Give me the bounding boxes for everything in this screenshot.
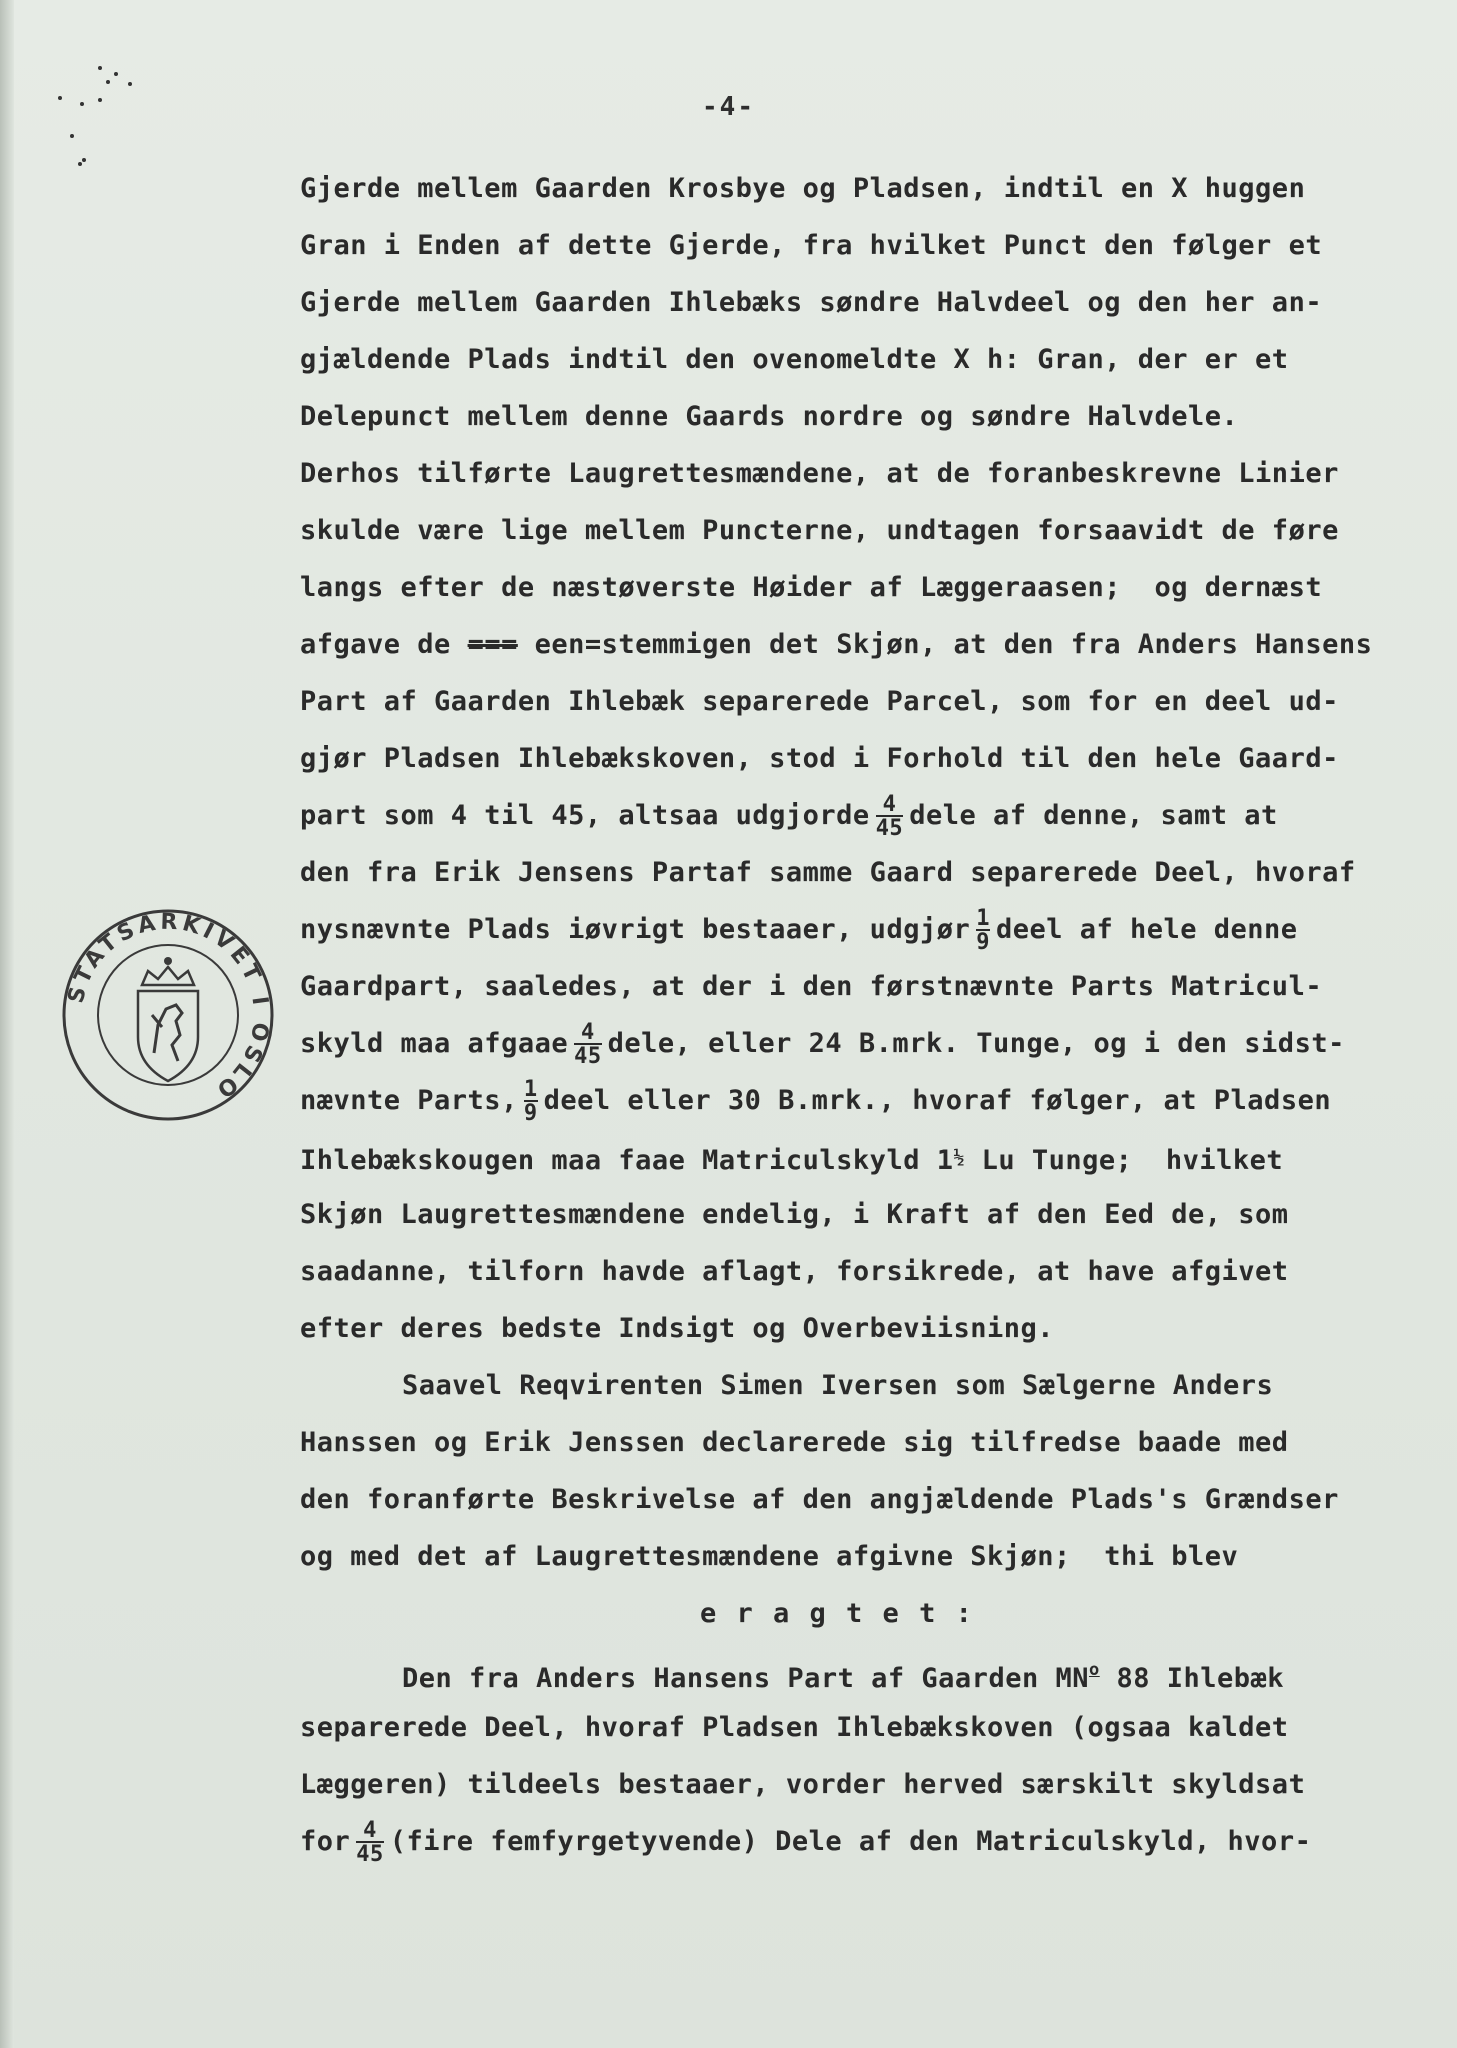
text-line: [300, 616, 1420, 673]
half-fraction: ½: [953, 1147, 965, 1168]
text-line: Hanssen og Erik Jenssen declarerede sig tilfredse baade med: [300, 1427, 1289, 1458]
fraction-denominator: 45: [574, 1043, 602, 1069]
section-heading: e r a g t e t :: [700, 1598, 974, 1629]
text-line: separerede Deel, hvoraf Pladsen Ihlebækskoven (ogsaa kaldet: [300, 1712, 1289, 1743]
fraction-4-45: [574, 1019, 602, 1069]
text-line: Delepunct mellem denne Gaards nordre og søndre Halvdele.: [300, 401, 1239, 432]
struck-text: ===: [467, 629, 518, 660]
coat-of-arms-icon: [138, 957, 198, 1081]
text-line: [300, 1642, 1420, 1699]
text-line: Skjøn Laugrettesmændene endelig, i Kraft af den Eed de, som: [300, 1199, 1289, 1230]
text-line: gjør Pladsen Ihlebækskoven, stod i Forhold til den hele Gaard-: [300, 743, 1339, 774]
text-segment: dele af denne, samt at: [909, 800, 1278, 831]
archive-stamp: [58, 905, 278, 1125]
text-segment: afgave de: [300, 629, 468, 660]
fraction-numerator: 4: [882, 791, 897, 817]
fraction-4-45: [356, 1817, 384, 1867]
stamp-text: STATSARKIVET I OSLO: [63, 909, 274, 1105]
text-line: [300, 1129, 1420, 1186]
text-segment: Lu Tunge; hvilket: [964, 1145, 1284, 1176]
fraction-1-9: [976, 905, 990, 955]
text-line: saadanne, tilforn havde aflagt, forsikrede, at have afgivet: [300, 1256, 1289, 1287]
text-line: Gran i Enden af dette Gjerde, fra hvilket Punct den følger et: [300, 230, 1323, 261]
text-segment: Ihlebækskougen maa faae Matriculskyld 1: [300, 1145, 954, 1176]
text-line: Gjerde mellem Gaarden Krosbye og Pladsen, indtil en X huggen: [300, 173, 1306, 204]
text-segment: dele, eller 24 B.mrk. Tunge, og i den sidst-: [607, 1028, 1345, 1059]
fraction-numerator: 4: [580, 1019, 595, 1045]
fraction-4-45: [875, 791, 904, 841]
text-line: Gaardpart, saaledes, at der i den førstnævnte Parts Matricul-: [300, 971, 1323, 1002]
text-line: den fra Erik Jensens Partaf samme Gaard separerede Deel, hvoraf: [300, 857, 1356, 888]
stamp-outer-ring: [64, 911, 272, 1119]
fraction-numerator: 4: [363, 1817, 377, 1843]
text-line: [300, 1072, 1420, 1129]
fraction-denominator: 9: [523, 1100, 538, 1126]
text-line: Part af Gaarden Ihlebæk separerede Parcel, som for en deel ud-: [300, 686, 1339, 717]
text-line: og med det af Laugrettesmændene afgivne Skjøn; thi blev: [300, 1541, 1239, 1572]
text-line: [300, 1813, 1420, 1870]
fraction-denominator: 9: [976, 929, 990, 955]
text-segment: een=stemmigen det Skjøn, at den fra Anders Hansens: [517, 629, 1373, 660]
text-segment: for: [300, 1826, 351, 1857]
text-segment: 88 Ihlebæk: [1099, 1663, 1285, 1694]
text-line: Saavel Reqvirenten Simen Iversen som Sælgerne Anders: [402, 1370, 1274, 1401]
fraction-1-9: [523, 1076, 538, 1126]
text-segment: Den fra Anders Hansens Part af Gaarden MN: [402, 1663, 1089, 1694]
text-line: efter deres bedste Indsigt og Overbeviisning.: [300, 1313, 1054, 1344]
text-segment: part som 4 til 45, altsaa udgjorde: [300, 800, 870, 831]
text-segment: skyld maa afgaae: [300, 1028, 569, 1059]
text-segment: deel eller 30 B.mrk., hvoraf følger, at Pladsen: [543, 1085, 1332, 1116]
text-line: Derhos tilførte Laugrettesmændene, at de foranbeskrevne Linier: [300, 458, 1339, 489]
document-body: [300, 160, 1420, 1870]
text-line: Gjerde mellem Gaarden Ihlebæks søndre Halvdeel og den her an-: [300, 287, 1323, 318]
text-line: gjældende Plads indtil den ovenomeldte X h: Gran, der er et: [300, 344, 1289, 375]
fraction-denominator: 45: [356, 1841, 384, 1867]
text-line: langs efter de næstøverste Høider af Læggeraasen; og dernæst: [300, 572, 1323, 603]
text-segment: nævnte Parts,: [300, 1085, 518, 1116]
fraction-numerator: 1: [976, 905, 990, 931]
page-edge-shadow: [0, 0, 14, 2048]
text-line: Læggeren) tildeels bestaaer, vorder herved særskilt skyldsat: [300, 1769, 1306, 1800]
text-line: [300, 901, 1420, 958]
text-line: [300, 787, 1420, 844]
text-segment: (fire femfyrgetyvende) Dele af den Matriculskyld, hvor-: [389, 1826, 1312, 1857]
text-segment: nysnævnte Plads iøvrigt bestaaer, udgjør: [300, 914, 971, 945]
text-line: [300, 1015, 1420, 1072]
text-line: den foranførte Beskrivelse af den angjældende Plads's Grændser: [300, 1484, 1339, 1515]
fraction-numerator: 1: [523, 1076, 538, 1102]
text-line: skulde være lige mellem Puncterne, undtagen forsaavidt de føre: [300, 515, 1339, 546]
superscript-text: o: [1088, 1660, 1100, 1680]
fraction-denominator: 45: [875, 815, 904, 841]
text-segment: deel af hele denne: [995, 914, 1298, 945]
page-number: -4-: [702, 92, 755, 122]
